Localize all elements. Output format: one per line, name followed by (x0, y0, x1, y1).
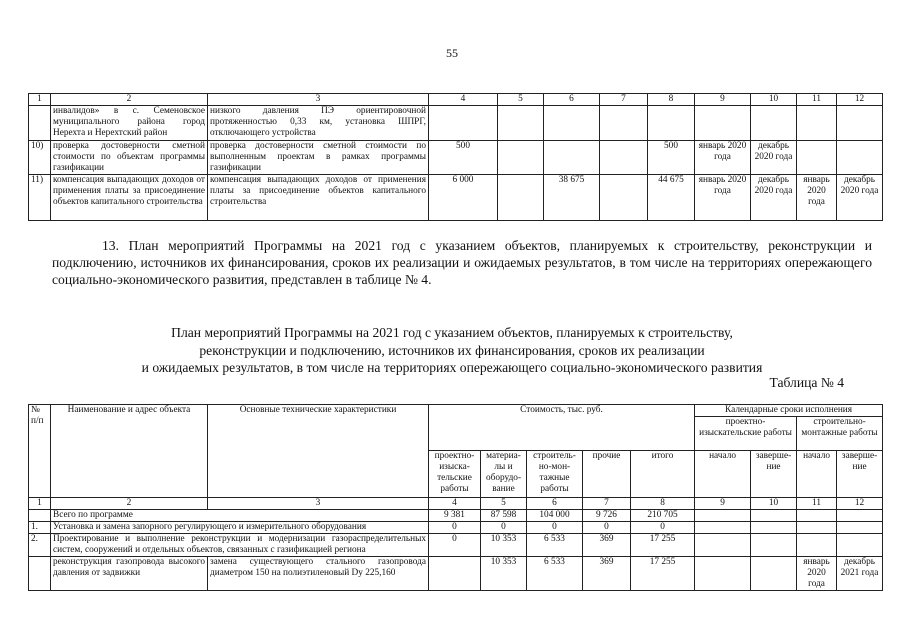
t2-r1-c9 (695, 522, 751, 534)
t2-r2-c11 (797, 534, 837, 557)
t2-r3-num (29, 557, 51, 591)
t1-r1-c5 (498, 141, 544, 175)
t1-r2-num: 11) (29, 175, 51, 221)
t2-r1-c6: 0 (527, 522, 583, 534)
t2-h-start1: начало (695, 451, 751, 498)
t2-h-end2: заверше-ние (837, 451, 883, 498)
t2-r2-c6: 6 533 (527, 534, 583, 557)
t2-total-label: Всего по программе (51, 510, 429, 522)
t2-r1-c5: 0 (481, 522, 527, 534)
t1-r2-c10: декабрь 2020 года (751, 175, 797, 221)
t2-r2-c8: 17 255 (631, 534, 695, 557)
t2-h-construction: строитель-но-мон-тажные работы (527, 451, 583, 498)
t2-r2-c12 (837, 534, 883, 557)
t2-h-materials: материа-лы и оборудо-вание (481, 451, 527, 498)
paragraph-13: 13. План мероприятий Программы на 2021 год с указанием объектов, планируемых к строительству, реконструкции и подключению, источников их финансирования, сроков их реализации и ожидаемых результатов, в том числе на территориях опережающего социально-экономического развития, представлен в таблице № 4. (52, 238, 872, 287)
t2-h-cost: Стоимость, тыс. руб. (429, 405, 695, 451)
t1-r1-c6 (544, 141, 600, 175)
t2-h-other: прочие (583, 451, 631, 498)
t2-h-start2: начало (797, 451, 837, 498)
t1-r0-c4 (429, 106, 498, 141)
t1-r2-tech: компенсация выпадающих доходов от применения платы за присоединение объектов капитального строительства (208, 175, 429, 221)
t2-r2-c10 (751, 534, 797, 557)
table-row (29, 141, 883, 175)
t2-n2: 2 (51, 498, 208, 510)
t2-header-row-1 (29, 405, 883, 417)
t1-h7: 7 (600, 94, 648, 106)
t1-r0-num (29, 106, 51, 141)
t1-r0-c11 (797, 106, 837, 141)
t1-r2-c7 (600, 175, 648, 221)
t1-r1-c8: 500 (648, 141, 695, 175)
t2-total-c10 (751, 510, 797, 522)
t2-r1-num: 1. (29, 522, 51, 534)
t2-total-c6: 104 000 (527, 510, 583, 522)
t2-r3-name: реконструкция газопровода высокого давления от задвижки (51, 557, 208, 591)
t2-r3-c7: 369 (583, 557, 631, 591)
t2-n5: 5 (481, 498, 527, 510)
t1-r1-c12 (837, 141, 883, 175)
page-number: 55 (446, 46, 458, 60)
t2-total-empty (29, 510, 51, 522)
t1-r0-c9 (695, 106, 751, 141)
t1-r1-tech: проверка достоверности сметной стоимости по выполненным проектам в рамках программы газификации (208, 141, 429, 175)
t1-r2-c12: декабрь 2020 года (837, 175, 883, 221)
t1-r0-name: инвалидов» в с. Семеновское муниципального района город Нерехта и Нерехтский район (51, 106, 208, 141)
t1-r0-c10 (751, 106, 797, 141)
t2-h-end1: заверше-ние (751, 451, 797, 498)
t1-r1-c7 (600, 141, 648, 175)
t1-r2-c6: 38 675 (544, 175, 600, 221)
t2-h-name: Наименование и адрес объекта (51, 405, 208, 498)
t1-r1-c4: 500 (429, 141, 498, 175)
t1-h2: 2 (51, 94, 208, 106)
t2-r1-c4: 0 (429, 522, 481, 534)
t1-r0-c5 (498, 106, 544, 141)
t1-h5: 5 (498, 94, 544, 106)
t1-r2-name: компенсация выпадающих доходов от применения платы за присоединение объектов капитального строительства (51, 175, 208, 221)
t1-h6: 6 (544, 94, 600, 106)
t2-r3-c6: 6 533 (527, 557, 583, 591)
t2-total-c5: 87 598 (481, 510, 527, 522)
t2-r1-c10 (751, 522, 797, 534)
t1-r0-c7 (600, 106, 648, 141)
t2-r1-c11 (797, 522, 837, 534)
t2-n9: 9 (695, 498, 751, 510)
t1-h11: 11 (797, 94, 837, 106)
t2-r1-label: Установка и замена запорного регулирующего и измерительного оборудования (51, 522, 429, 534)
title-line-3: и ожидаемых результатов, в том числе на территориях опережающего социально-экономического развития (141, 360, 763, 375)
t2-h-design-work: проектно-изыска-тельские работы (429, 451, 481, 498)
t1-r1-c11 (797, 141, 837, 175)
table-row (29, 534, 883, 557)
t1-h9: 9 (695, 94, 751, 106)
t2-total-c7: 9 726 (583, 510, 631, 522)
t1-h8: 8 (648, 94, 695, 106)
t2-n4: 4 (429, 498, 481, 510)
t2-n10: 10 (751, 498, 797, 510)
t2-h-calendar: Календарные сроки исполнения (695, 405, 883, 417)
t2-r3-c8: 17 255 (631, 557, 695, 591)
t2-total-c12 (837, 510, 883, 522)
t2-r3-c5: 10 353 (481, 557, 527, 591)
title-line-1: План мероприятий Программы на 2021 год с указанием объектов, планируемых к строительству, (171, 325, 733, 340)
table-label: Таблица № 4 (769, 375, 844, 390)
t2-n6: 6 (527, 498, 583, 510)
table4-title (0, 324, 904, 377)
t2-n8: 8 (631, 498, 695, 510)
table1-header-row (29, 94, 883, 106)
t1-r2-c9: январь 2020 года (695, 175, 751, 221)
t2-r3-c11: январь 2020 года (797, 557, 837, 591)
table-row (29, 557, 883, 591)
t2-total-c11 (797, 510, 837, 522)
t2-r3-c12: декабрь 2021 года (837, 557, 883, 591)
t1-r0-tech: низкого давления ПЭ ориентировочной протяженностью 0,33 км, установка ШПРГ, отключающего устройства (208, 106, 429, 141)
t2-r2-label: Проектирование и выполнение реконструкции и модернизации газораспределительных систем, сооружений и отдельных объектов, связанных с газификацией региона (51, 534, 429, 557)
t2-total-row (29, 510, 883, 522)
t1-h3: 3 (208, 94, 429, 106)
t2-r3-c10 (751, 557, 797, 591)
t1-r1-name: проверка достоверности сметной стоимости по объектам программы газификации (51, 141, 208, 175)
t2-r2-num: 2. (29, 534, 51, 557)
t2-n11: 11 (797, 498, 837, 510)
table-row (29, 175, 883, 221)
table-row (29, 106, 883, 141)
t1-r0-c12 (837, 106, 883, 141)
t1-r2-c8: 44 675 (648, 175, 695, 221)
t2-n1: 1 (29, 498, 51, 510)
t2-n3: 3 (208, 498, 429, 510)
t1-h1: 1 (29, 94, 51, 106)
t2-r3-c9 (695, 557, 751, 591)
table-4 (28, 404, 883, 591)
t2-r3-tech: замена существующего стального газопровода диаметром 150 на полиэтиленовый Dy 225,160 (208, 557, 429, 591)
table-1 (28, 93, 883, 221)
t2-r2-c9 (695, 534, 751, 557)
t2-total-c4: 9 381 (429, 510, 481, 522)
t2-total-c8: 210 705 (631, 510, 695, 522)
t1-r1-c10: декабрь 2020 года (751, 141, 797, 175)
t1-r1-c9: январь 2020 года (695, 141, 751, 175)
t2-r2-c5: 10 353 (481, 534, 527, 557)
t1-r2-c4: 6 000 (429, 175, 498, 221)
t2-h-design: проектно-изыскательские работы (695, 417, 797, 451)
t2-h-num: № п/п (29, 405, 51, 498)
t2-r3-c4 (429, 557, 481, 591)
t2-h-tech: Основные технические характеристики (208, 405, 429, 498)
t1-h12: 12 (837, 94, 883, 106)
t2-r2-c4: 0 (429, 534, 481, 557)
title-line-2: реконструкции и подключению, источников их финансирования, сроков их реализации (199, 342, 705, 358)
t2-r1-c12 (837, 522, 883, 534)
t1-r1-num: 10) (29, 141, 51, 175)
t2-h-construct: строительно-монтажные работы (797, 417, 883, 451)
t2-r2-c7: 369 (583, 534, 631, 557)
t1-r2-c11: январь 2020 года (797, 175, 837, 221)
t2-h-total: итого (631, 451, 695, 498)
t1-h4: 4 (429, 94, 498, 106)
t2-n7: 7 (583, 498, 631, 510)
t1-r0-c8 (648, 106, 695, 141)
t2-r1-c7: 0 (583, 522, 631, 534)
t1-r0-c6 (544, 106, 600, 141)
t2-total-c9 (695, 510, 751, 522)
t1-r2-c5 (498, 175, 544, 221)
t1-h10: 10 (751, 94, 797, 106)
table-row (29, 522, 883, 534)
t2-number-row (29, 498, 883, 510)
t2-r1-c8: 0 (631, 522, 695, 534)
t2-n12: 12 (837, 498, 883, 510)
